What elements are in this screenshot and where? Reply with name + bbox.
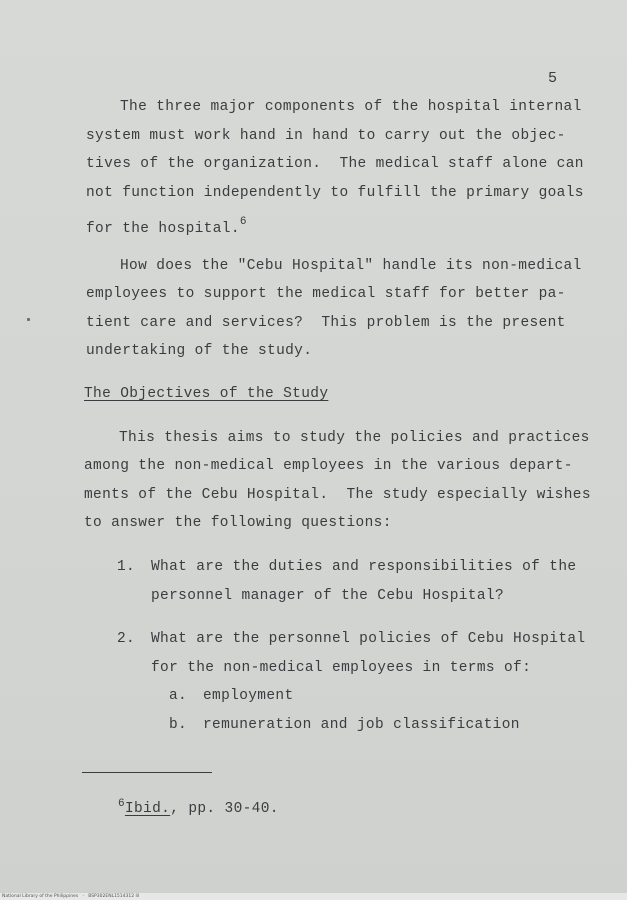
footnote-reference: 6 xyxy=(239,216,247,228)
list-item-2-line-2: for the non-medical employees in terms of: xyxy=(151,660,532,676)
list-item-1-line-2: personnel manager of the Cebu Hospital? xyxy=(151,588,505,604)
footnote-mark: 6 xyxy=(118,798,125,810)
list-item-2-number: 2. xyxy=(117,631,136,647)
paragraph-1-line-5 xyxy=(86,212,247,239)
paragraph-2-line-2: employees to support the medical staff for better pa- xyxy=(86,286,566,302)
scan-footer-text: National Library of the Philippines · BSP302ENL1514312 lil xyxy=(2,894,140,899)
paragraph-2-line-3: tient care and services? This problem is the present xyxy=(86,315,566,331)
subitem-b-text: remuneration and job classification xyxy=(203,717,520,733)
footnote xyxy=(118,794,279,819)
paragraph-3-line-4: to answer the following questions: xyxy=(84,515,392,531)
paragraph-3-line-2: among the non-medical employees in the various depart- xyxy=(84,458,573,474)
footnote-pages: , pp. 30-40. xyxy=(170,801,279,817)
footnote-rule xyxy=(82,772,212,774)
paragraph-1-line-3: tives of the organization. The medical staff alone can xyxy=(86,156,584,172)
paragraph-3-line-1: This thesis aims to study the policies and practices xyxy=(119,430,590,446)
scan-speck xyxy=(27,318,30,321)
paragraph-2-line-1: How does the "Cebu Hospital" handle its non-medical xyxy=(120,258,582,274)
subitem-b-letter: b. xyxy=(169,717,188,733)
paragraph-1-line-5-text: for the hospital. xyxy=(86,221,240,237)
page-number: 5 xyxy=(548,70,558,87)
list-item-1-number: 1. xyxy=(117,559,136,575)
footnote-ibid: Ibid. xyxy=(124,801,171,817)
list-item-1-line-1: What are the duties and responsibilities of the xyxy=(151,559,577,575)
scan-footer-strip xyxy=(0,893,627,900)
paragraph-1-line-2: system must work hand in hand to carry out the objec- xyxy=(86,128,566,144)
list-item-2-line-1: What are the personnel policies of Cebu Hospital xyxy=(151,631,586,647)
subitem-a-text: employment xyxy=(203,688,294,704)
section-heading: The Objectives of the Study xyxy=(84,386,329,402)
paragraph-1-line-4: not function independently to fulfill the primary goals xyxy=(86,185,584,201)
paragraph-1-line-1: The three major components of the hospital internal xyxy=(120,99,582,115)
subitem-a-letter: a. xyxy=(169,688,188,704)
paragraph-2-line-4: undertaking of the study. xyxy=(86,343,313,359)
paragraph-3-line-3: ments of the Cebu Hospital. The study especially wishes xyxy=(84,487,591,503)
